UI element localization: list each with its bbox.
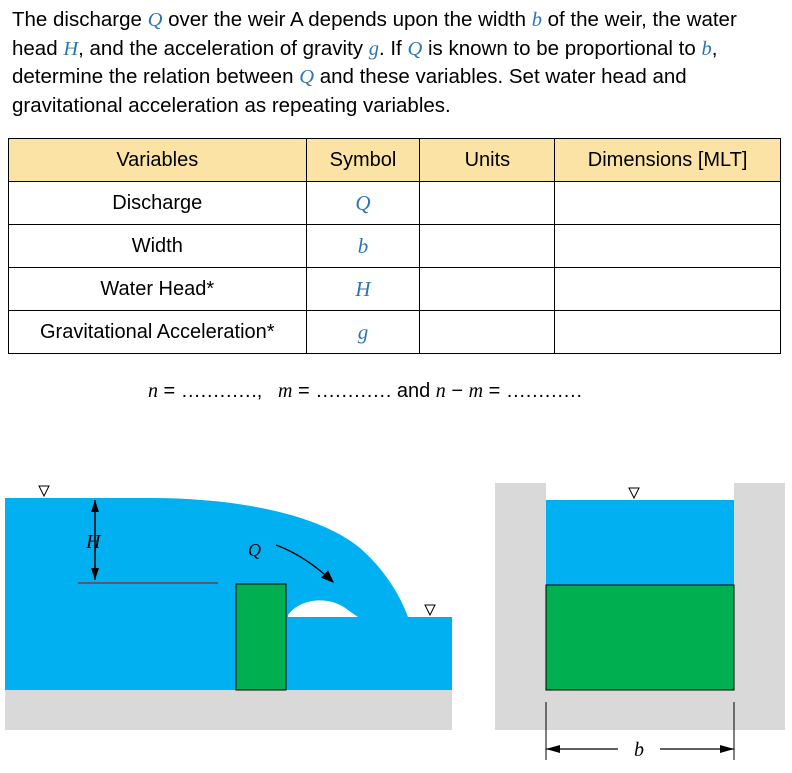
answer-blank-n[interactable]: …………, xyxy=(180,380,262,402)
variable-symbol: b xyxy=(306,225,420,268)
front-water xyxy=(546,500,734,585)
front-weir xyxy=(546,585,734,690)
variable-symbol: H xyxy=(306,268,420,311)
variable-b: b xyxy=(701,37,712,60)
units-cell[interactable] xyxy=(420,311,555,354)
downstream-surface-triangle-icon xyxy=(425,605,435,615)
problem-text: over the weir A depends upon the width xyxy=(162,8,532,31)
problem-text: . If xyxy=(378,36,408,60)
label-q: Q xyxy=(248,540,261,560)
dimensions-cell[interactable] xyxy=(555,311,781,354)
dimensions-cell[interactable] xyxy=(555,225,781,268)
variable-name: Water Head* xyxy=(9,268,307,311)
variable-q: Q xyxy=(407,37,423,60)
channel-bed xyxy=(5,688,452,730)
width-arrowhead-left-icon xyxy=(546,745,560,753)
problem-text: and these variables. Set water head and gravitational acceleration as repeating variables. xyxy=(12,65,687,117)
table-row xyxy=(9,182,781,225)
variable-name: Width xyxy=(9,225,307,268)
and-text: and xyxy=(391,380,436,402)
weir-side-view xyxy=(5,486,452,730)
variable-q: Q xyxy=(147,9,163,31)
problem-text: The discharge xyxy=(12,8,148,31)
table-header-row xyxy=(9,139,781,182)
table-row xyxy=(9,225,781,268)
upstream-surface-triangle-icon xyxy=(39,486,49,496)
weir-a xyxy=(236,584,286,690)
front-surface-triangle-icon xyxy=(629,488,639,498)
variable-g: g xyxy=(368,37,379,60)
variables-table xyxy=(8,138,781,354)
width-arrowhead-right-icon xyxy=(720,745,734,753)
variable-h: H xyxy=(63,37,79,60)
minus-sign: − xyxy=(445,380,469,402)
dimensions-cell[interactable] xyxy=(555,182,781,225)
variable-symbol: g xyxy=(306,311,420,354)
header-variables: Variables xyxy=(9,139,307,182)
variable-b: b xyxy=(531,9,542,31)
variable-name: Discharge xyxy=(9,182,307,225)
variable-symbol: Q xyxy=(306,182,420,225)
answer-blank-m[interactable]: ………… xyxy=(315,380,392,402)
problem-text: , and the acceleration of gravity xyxy=(78,36,369,60)
equals-sign: = xyxy=(158,380,181,402)
answer-blank-n-minus-m[interactable]: ………… xyxy=(505,380,582,402)
weir-figure xyxy=(0,470,792,773)
variable-q: Q xyxy=(299,66,314,88)
units-cell[interactable] xyxy=(420,182,555,225)
problem-statement xyxy=(12,6,782,119)
label-b: b xyxy=(634,739,644,761)
pi-count-relation xyxy=(148,380,582,403)
symbol-n: n xyxy=(435,380,446,402)
equals-sign: = xyxy=(292,380,316,402)
problem-text: is known to be proportional to xyxy=(422,36,702,60)
header-dimensions: Dimensions [MLT] xyxy=(555,139,781,182)
problem-text: of the weir, the water head xyxy=(12,8,737,60)
water-body xyxy=(5,498,452,690)
symbol-m: m xyxy=(278,380,293,402)
table-row xyxy=(9,268,781,311)
header-symbol: Symbol xyxy=(306,139,420,182)
units-cell[interactable] xyxy=(420,225,555,268)
table-row xyxy=(9,311,781,354)
header-units: Units xyxy=(420,139,555,182)
symbol-m: m xyxy=(468,380,484,402)
symbol-n: n xyxy=(148,380,158,402)
problem-text: , determine the relation between xyxy=(12,36,718,88)
units-cell[interactable] xyxy=(420,268,555,311)
variable-name: Gravitational Acceleration* xyxy=(9,311,307,354)
weir-front-view xyxy=(495,483,785,761)
label-h: H xyxy=(86,531,101,553)
dimensions-cell[interactable] xyxy=(555,268,781,311)
equals-sign: = xyxy=(483,380,506,402)
